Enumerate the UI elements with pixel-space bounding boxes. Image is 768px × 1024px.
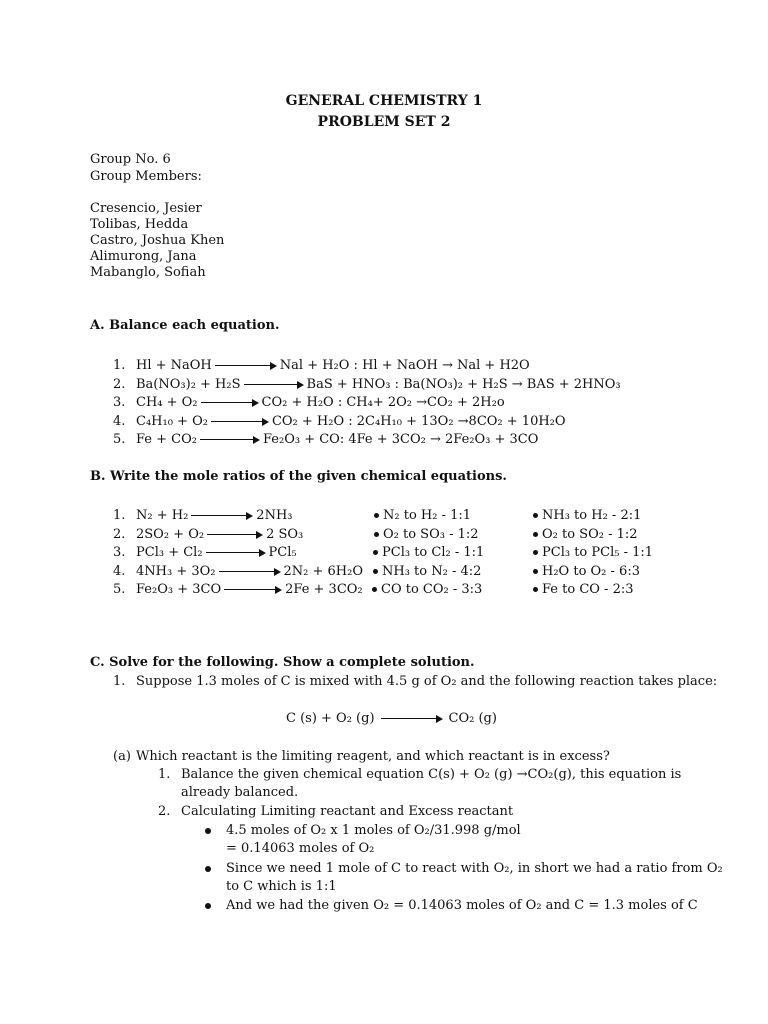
bullet-icon [533,569,538,574]
reactants: C (s) + O₂ (g) [286,711,375,726]
page-title: GENERAL CHEMISTRY 1 [285,93,483,109]
part-a-question: Which reactant is the limiting reagent, and which reactant is in excess? [136,749,610,764]
reactants: N₂ + H₂ [136,508,189,523]
mole-ratio [533,545,653,561]
bullet-icon [374,532,379,537]
equation-row [136,395,505,411]
list-number: 3. [113,545,126,560]
ratio-text: N₂ to H₂ - 1:1 [383,508,472,523]
bullet-text: = 0.14063 moles of O₂ [226,841,375,856]
bullet-icon [373,569,378,574]
section-a-heading: A. Balance each equation. [90,318,280,333]
mole-ratio [374,508,471,524]
reaction-arrow-icon [201,398,259,408]
products: 2Fe + 3CO₂ [285,582,363,597]
bullet-icon [533,550,538,555]
reactants: 4NH₃ + 3O₂ [136,564,216,579]
reactants: CH₄ + O₂ [136,395,198,410]
member-name: Castro, Joshua Khen [90,233,225,248]
list-number: 1. [158,767,171,782]
reactants: PCl₃ + Cl₂ [136,545,203,560]
products: BaS + HNO₃ : Ba(NO₃)₂ + H₂S → BAS + 2HNO₃ [306,377,621,392]
member-name: Tolibas, Hedda [90,217,189,232]
equation-row [136,508,293,524]
page-subtitle: PROBLEM SET 2 [317,114,451,130]
reaction-equation [286,711,497,727]
list-number: 1. [113,358,126,373]
reaction-arrow-icon [191,511,253,521]
step-text: Calculating Limiting reactant and Excess reactant [181,804,514,819]
list-number: 2. [113,377,126,392]
list-number: 4. [113,414,126,429]
bullet-text: Since we need 1 mole of C to react with O₂, in short we had a ratio from O₂ [226,861,723,876]
ratio-text: O₂ to SO₃ - 1:2 [383,527,479,542]
products: Nal + H₂O : Hl + NaOH → Nal + H2O [279,358,530,373]
equation-row [136,432,538,448]
list-number: 5. [113,432,126,447]
bullet-icon [205,903,211,909]
equation-row [136,545,297,561]
ratio-text: PCl₃ to Cl₂ - 1:1 [382,545,485,560]
section-b-heading: B. Write the mole ratios of the given chemical equations. [90,469,507,484]
reaction-arrow-icon [224,585,282,595]
step-text: already balanced. [181,785,299,800]
mole-ratio [533,564,640,580]
products: 2N₂ + 6H₂O [283,564,363,579]
bullet-icon [533,513,538,518]
list-number: 1. [113,674,126,689]
reaction-arrow-icon [244,380,304,390]
products: 2NH₃ [256,508,293,523]
bullet-icon [533,532,538,537]
list-number: 3. [113,395,126,410]
ratio-text: Fe to CO - 2:3 [542,582,634,597]
mole-ratio [372,582,482,598]
equation-row [136,377,621,393]
member-name: Mabanglo, Sofiah [90,265,206,280]
mole-ratio [373,545,484,561]
products: PCl₅ [268,545,297,560]
mole-ratio [533,527,638,543]
ratio-text: H₂O to O₂ - 6:3 [542,564,640,579]
products: CO₂ + H₂O : CH₄+ 2O₂ →CO₂ + 2H₂o [261,395,505,410]
reaction-arrow-icon [211,417,269,427]
list-number: 5. [113,582,126,597]
equation-row [136,414,566,430]
products: 2 SO₃ [266,527,304,542]
mole-ratio [373,564,481,580]
mole-ratio [374,527,479,543]
group-number: Group No. 6 [90,152,171,167]
member-name: Cresencio, Jesier [90,201,202,216]
bullet-text: to C which is 1:1 [226,879,337,894]
part-label: (a) [113,749,131,764]
ratio-text: NH₃ to N₂ - 4:2 [382,564,482,579]
ratio-text: PCl₃ to PCl₅ - 1:1 [542,545,654,560]
section-c-heading: C. Solve for the following. Show a complete solution. [90,655,475,670]
reactants: Fe + CO₂ [136,432,197,447]
equation-row [136,582,363,598]
mole-ratio [533,508,641,524]
list-number: 4. [113,564,126,579]
reactants: Hl + NaOH [136,358,212,373]
reactants: 2SO₂ + O₂ [136,527,205,542]
ratio-text: NH₃ to H₂ - 2:1 [542,508,642,523]
reaction-arrow-icon [219,567,281,577]
bullet-text: 4.5 moles of O₂ x 1 moles of O₂/31.998 g/mol [226,823,521,838]
member-name: Alimurong, Jana [90,249,197,264]
equation-row [136,527,303,543]
products: CO₂ (g) [448,711,497,726]
bullet-icon [205,828,211,834]
reaction-arrow-icon [381,714,443,724]
step-text: Balance the given chemical equation C(s) + O₂ (g) →CO₂(g), this equation is [181,767,682,782]
reaction-arrow-icon [206,548,266,558]
group-members-label: Group Members: [90,169,202,184]
bullet-icon [533,587,538,592]
question-text: Suppose 1.3 moles of C is mixed with 4.5 g of O₂ and the following reaction takes place: [136,674,718,689]
list-number: 1. [113,508,126,523]
bullet-icon [205,866,211,872]
reaction-arrow-icon [200,435,260,445]
mole-ratio [533,582,634,598]
reaction-arrow-icon [207,530,263,540]
products: CO₂ + H₂O : 2C₄H₁₀ + 13O₂ →8CO₂ + 10H₂O [271,414,566,429]
list-number: 2. [158,804,171,819]
bullet-icon [372,587,377,592]
reaction-arrow-icon [215,361,277,371]
list-number: 2. [113,527,126,542]
reactants: Ba(NO₃)₂ + H₂S [136,377,241,392]
equation-row [136,358,530,374]
equation-row [136,564,363,580]
products: Fe₂O₃ + CO: 4Fe + 3CO₂ → 2Fe₂O₃ + 3CO [262,432,539,447]
reactants: Fe₂O₃ + 3CO [136,582,222,597]
reactants: C₄H₁₀ + O₂ [136,414,208,429]
ratio-text: CO to CO₂ - 3:3 [381,582,483,597]
bullet-text: And we had the given O₂ = 0.14063 moles of O₂ and C = 1.3 moles of C [226,898,698,913]
ratio-text: O₂ to SO₂ - 1:2 [542,527,638,542]
bullet-icon [374,513,379,518]
bullet-icon [373,550,378,555]
